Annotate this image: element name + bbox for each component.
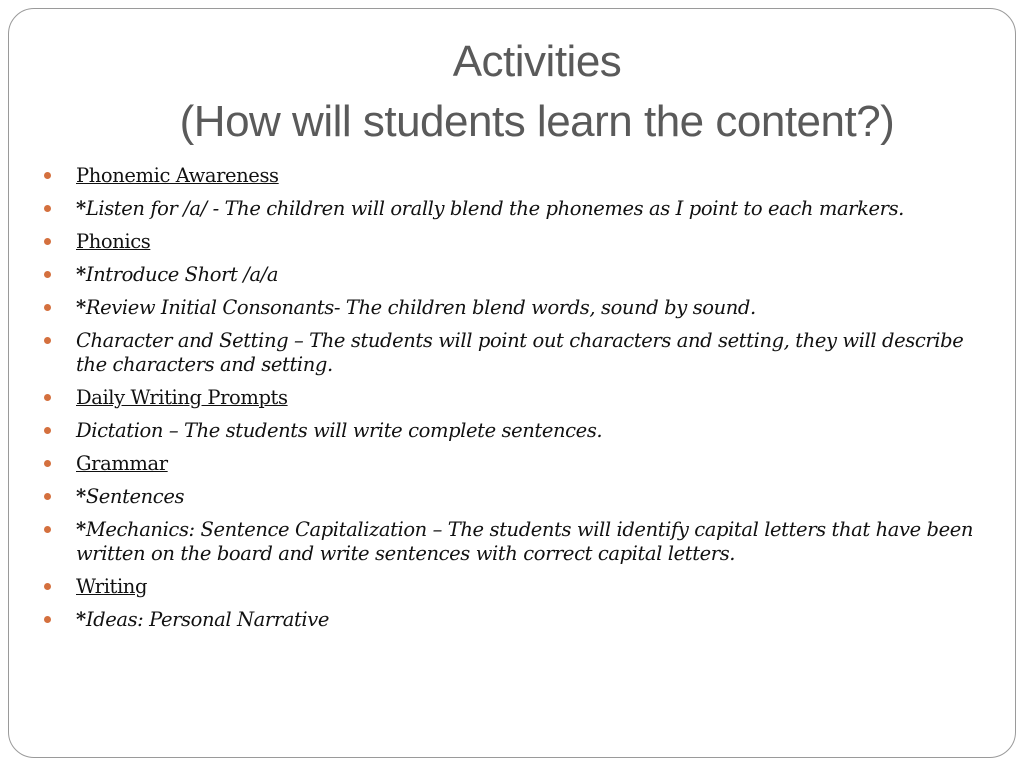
bullet-icon [44,172,51,179]
bullet-list [44,164,974,641]
activity-text: Sentences [85,485,185,508]
list-item [44,575,974,599]
activity-text: Mechanics: Sentence Capitalization – The students will identify capital letters that have been written on the board and write sentences with correct capital letters. [76,518,974,565]
list-item [44,386,974,410]
list-item [44,164,974,188]
section-heading: Writing [76,575,148,598]
list-item [44,329,974,377]
list-item [44,452,974,476]
list-item [44,263,974,287]
list-item [44,419,974,443]
section-heading: Daily Writing Prompts [76,386,288,409]
asterisk: * [76,263,86,286]
section-heading: Phonemic Awareness [76,164,279,187]
list-item [44,197,974,221]
bullet-icon [44,271,51,278]
bullet-icon [44,304,51,311]
asterisk: * [76,518,86,541]
asterisk: * [76,296,86,319]
title-line-1: Activities [452,37,622,86]
activity-text: Review Initial Consonants- The children blend words, sound by sound. [85,296,756,319]
title-line-2: (How will students learn the content?) [179,97,895,146]
list-item [44,608,974,632]
bullet-icon [44,238,51,245]
activity-text: Ideas: Personal Narrative [85,608,329,631]
list-item [44,518,974,566]
list-item [44,485,974,509]
bullet-icon [44,205,51,212]
activity-text: Character and Setting – The students will point out characters and setting, they will describe the characters and setting. [76,329,964,376]
asterisk: * [76,197,86,220]
bullet-icon [44,493,51,500]
asterisk: * [76,485,86,508]
activity-text: Listen for /a/ - The children will orally blend the phonemes as I point to each markers. [85,197,904,220]
asterisk: * [76,608,86,631]
bullet-icon [44,526,51,533]
list-item [44,296,974,320]
bullet-icon [44,616,51,623]
bullet-icon [44,427,51,434]
bullet-icon [44,460,51,467]
section-heading: Grammar [76,452,168,475]
bullet-icon [44,394,51,401]
activity-text: Dictation – The students will write complete sentences. [76,419,603,442]
bullet-icon [44,583,51,590]
section-heading: Phonics [76,230,151,253]
slide-title [60,32,1014,152]
list-item [44,230,974,254]
activity-text: Introduce Short /a/a [85,263,279,286]
bullet-icon [44,337,51,344]
